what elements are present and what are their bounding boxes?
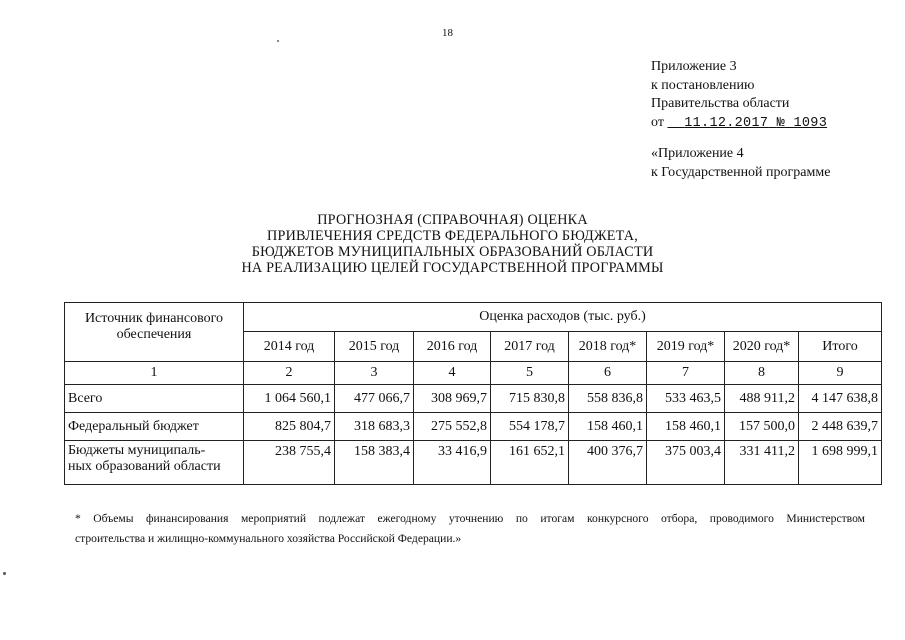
column-number: 3 [335,362,414,385]
table-cell: 715 830,8 [491,385,569,413]
row-label-municipal-line-2: ных образований области [68,459,221,474]
table-row-federal [65,413,882,441]
appendix-line-2: к постановлению [651,77,755,93]
date-prefix: от [651,114,664,130]
table-row-municipal [65,441,882,485]
title-line-4: НА РЕАЛИЗАЦИЮ ЦЕЛЕЙ ГОСУДАРСТВЕННОЙ ПРОГРАММЫ [241,260,664,276]
total-header: Итого [799,332,882,362]
resolution-number: 1093 [793,115,828,131]
table-cell: 477 066,7 [335,385,414,413]
table-cell: 158 383,4 [335,441,414,485]
table-cell: 825 804,7 [244,413,335,441]
table-cell: 488 911,2 [725,385,799,413]
source-header [65,303,244,362]
estimate-header: Оценка расходов (тыс. руб.) [244,303,882,332]
title-line-1: ПРОГНОЗНАЯ (СПРАВОЧНАЯ) ОЦЕНКА [317,212,588,228]
table-header-row-1 [65,303,882,332]
table-cell: 238 755,4 [244,441,335,485]
table-cell: 308 969,7 [414,385,491,413]
row-label-municipal [65,441,244,485]
column-number: 1 [65,362,244,385]
year-header-2015: 2015 год [335,332,414,362]
column-number: 4 [414,362,491,385]
appendix-reference [651,145,830,182]
appendix-date-line [651,114,827,134]
table-cell: 157 500,0 [725,413,799,441]
table-cell: 4 147 638,8 [799,385,882,413]
scan-speck [277,40,279,42]
table-row-total [65,385,882,413]
column-number: 2 [244,362,335,385]
year-header-2020: 2020 год* [725,332,799,362]
table-cell: 533 463,5 [647,385,725,413]
row-label-federal: Федеральный бюджет [65,413,244,441]
table-cell: 2 448 639,7 [799,413,882,441]
table-cell: 1 064 560,1 [244,385,335,413]
appendix-ref-line-2: к Государственной программе [651,164,831,180]
table-cell: 33 416,9 [414,441,491,485]
year-header-2019: 2019 год* [647,332,725,362]
number-sign: № [776,115,786,131]
column-number: 9 [799,362,882,385]
source-header-line-2: обеспечения [116,327,192,342]
table-cell: 1 698 999,1 [799,441,882,485]
resolution-date-value: 11.12.2017 [684,115,769,131]
row-label-total: Всего [65,385,244,413]
column-number: 6 [569,362,647,385]
year-header-2018: 2018 год* [569,332,647,362]
year-header-2017: 2017 год [491,332,569,362]
table-cell: 158 460,1 [569,413,647,441]
title-line-2: ПРИВЛЕЧЕНИЯ СРЕДСТВ ФЕДЕРАЛЬНОГО БЮДЖЕТА, [267,228,638,244]
row-label-municipal-line-1: Бюджеты муниципаль- [68,443,206,458]
page-number: 18 [442,27,453,39]
table-cell: 400 376,7 [569,441,647,485]
column-number: 7 [647,362,725,385]
table-cell: 331 411,2 [725,441,799,485]
appendix-ref-line-1: «Приложение 4 [651,146,744,161]
scan-margin-mark [3,572,6,575]
table-cell: 554 178,7 [491,413,569,441]
table-cell: 158 460,1 [647,413,725,441]
footnote-line-2: строительства и жилищно-коммунального хозяйства Российской Федерации.» [75,532,462,545]
table-cell: 375 003,4 [647,441,725,485]
table-cell: 275 552,8 [414,413,491,441]
source-header-line-1: Источник финансового [84,311,224,326]
appendix-line-3: Правительства области [651,96,790,111]
funding-table [64,302,882,485]
column-number: 8 [725,362,799,385]
appendix-line-1: Приложение 3 [651,59,737,74]
table-cell: 318 683,3 [335,413,414,441]
table-cell: 161 652,1 [491,441,569,485]
document-title [170,212,735,276]
table-cell: 558 836,8 [569,385,647,413]
column-numbers-row [65,362,882,385]
year-header-2014: 2014 год [244,332,335,362]
year-header-2016: 2016 год [414,332,491,362]
title-line-3: БЮДЖЕТОВ МУНИЦИПАЛЬНЫХ ОБРАЗОВАНИЙ ОБЛАСТИ [251,244,654,260]
column-number: 5 [491,362,569,385]
appendix-header [651,58,827,133]
resolution-date [667,116,827,131]
footnote [75,509,865,549]
footnote-line-1: * Объемы финансирования мероприятий подлежат ежегодному уточнению по итогам конкурсного отбора, проводимого Министерством [75,512,865,525]
